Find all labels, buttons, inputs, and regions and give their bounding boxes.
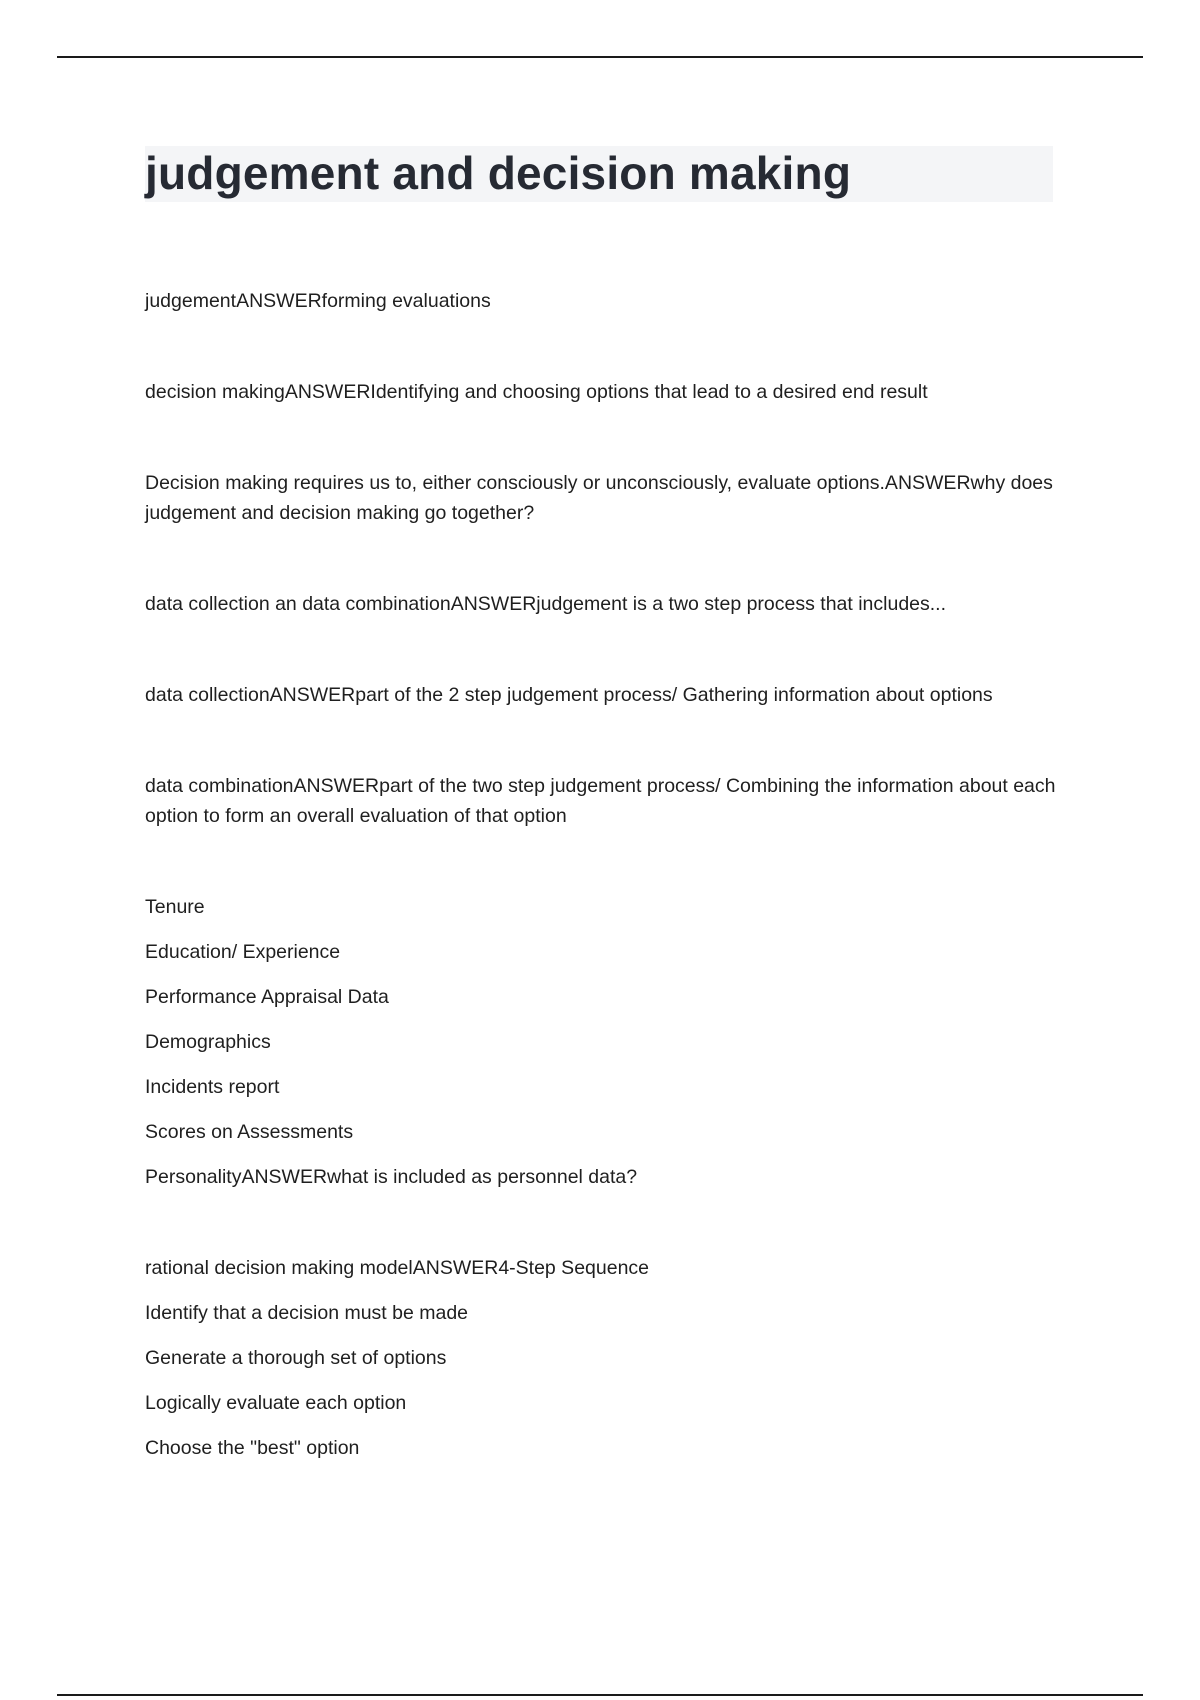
entry-line: rational decision making modelANSWER4-Step Sequence bbox=[145, 1257, 650, 1279]
entry-text: data collectionANSWERpart of the 2 step judgement process/ Gathering information about options bbox=[145, 684, 993, 706]
qa-entry bbox=[145, 468, 1065, 528]
top-rule bbox=[57, 56, 1143, 58]
qa-entry bbox=[145, 589, 1065, 619]
entry-line: Generate a thorough set of options bbox=[145, 1347, 447, 1369]
qa-entry-rational-model bbox=[145, 1253, 1065, 1463]
entry-line: Demographics bbox=[145, 1031, 271, 1053]
bottom-rule bbox=[57, 1694, 1143, 1696]
entry-line: Education/ Experience bbox=[145, 941, 341, 963]
entry-text: Decision making requires us to, either consciously or unconsciously, evaluate options.ANSWERwhy does judgement and decision making go together? bbox=[145, 472, 1053, 524]
qa-entry bbox=[145, 680, 1065, 710]
qa-entry bbox=[145, 377, 1065, 407]
qa-entry-personnel-data bbox=[145, 892, 1065, 1192]
entry-text: data combinationANSWERpart of the two step judgement process/ Combining the information about each option to form an overall evaluation of that option bbox=[145, 775, 1056, 827]
entry-line: Logically evaluate each option bbox=[145, 1392, 407, 1414]
entry-line: Performance Appraisal Data bbox=[145, 986, 389, 1008]
entry-line: Choose the "best" option bbox=[145, 1437, 360, 1459]
entry-text: data collection an data combinationANSWERjudgement is a two step process that includes... bbox=[145, 593, 947, 615]
entry-line: Tenure bbox=[145, 896, 205, 918]
entry-line: Incidents report bbox=[145, 1076, 280, 1098]
page-title: judgement and decision making bbox=[145, 147, 852, 199]
document-body bbox=[145, 286, 1065, 1524]
entry-text: judgementANSWERforming evaluations bbox=[145, 290, 491, 312]
entry-line: Identify that a decision must be made bbox=[145, 1302, 469, 1324]
qa-entry bbox=[145, 286, 1065, 316]
qa-entry bbox=[145, 771, 1065, 831]
entry-text: decision makingANSWERIdentifying and choosing options that lead to a desired end result bbox=[145, 381, 928, 403]
entry-line: PersonalityANSWERwhat is included as personnel data? bbox=[145, 1166, 638, 1188]
entry-line: Scores on Assessments bbox=[145, 1121, 354, 1143]
